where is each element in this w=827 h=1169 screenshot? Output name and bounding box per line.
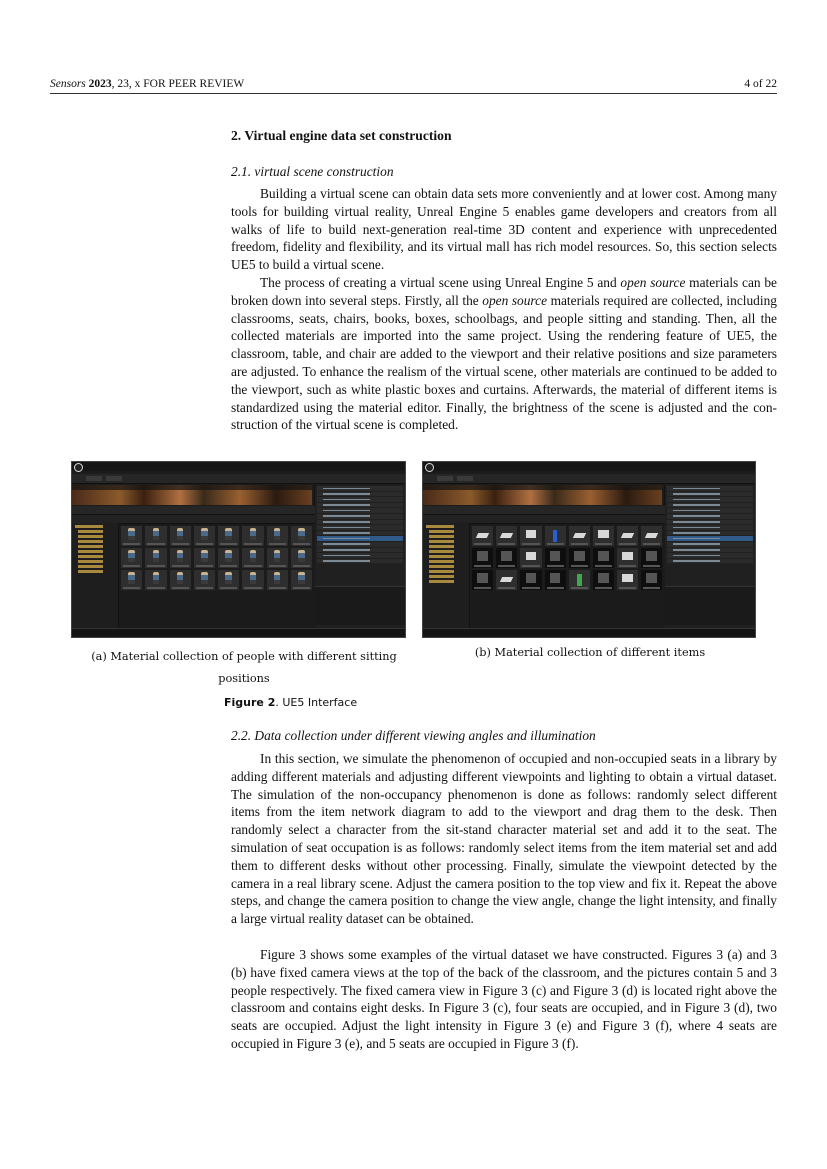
paragraph-2-2-a: In this section, we simulate the phenomenon of occupied and non-occupied seats in a library by adding different materials and adjusting different viewpoints and lighting to obtain a virtual dataset. The simulation of the non-occupancy phenomenon is done as follows: randomly select different items from the item network diagram to add to the viewport and drag them to the desk. Then randomly select a character from the sit-stand character material set and add it to the seat. The simulation of seat occupation is as follows: randomly select items from the item material set and add them to different desks without other processing. Finally, simulate the viewpoint detected by the camera in a real library scene. Adjust the camera position to the top view and fix it. Repeat the above steps, and change the camera position to change the view angle, change the light intensity, and finally a large virtual reality dataset can be obtained. [231, 751, 777, 927]
ue-menubar [72, 462, 405, 471]
section-title: 2. Virtual engine data set construction [231, 128, 452, 143]
paragraph-2-2-b: Figure 3 shows some examples of the virtual dataset we have constructed. Figures 3 (a) and 3 (b) have fixed camera views at the top of the back of the classroom, and the pictures contain 5 and 3 people respectively. The fixed camera view in Figure 3 (c) and Figure 3 (d) is located right above the classroom and contains eight desks. In Figure 3 (c), four seats are occupied, and in Figure 3 (d), two seats are occupied. Adjust the light intensity in Figure 3 (e) and Figure 3 (f), where 4 seats are occupied in Figure 3 (e), and 5 seats are occupied in Figure 3 (f). [231, 947, 777, 1051]
subsection-title-2-1: 2.1. virtual scene construction [231, 164, 394, 179]
page-header [50, 70, 777, 90]
journal-citation [50, 78, 244, 90]
ue-tab [437, 476, 453, 481]
text-run: The process of creating a virtual scene using Unreal Engine 5 and [260, 275, 621, 290]
ue-tab [106, 476, 122, 481]
paragraph-2-1-a: Building a virtual scene can obtain data sets more conveniently and at lower cost. Among many tools for building virtual reality, Unreal Engine 5 enables game developers and creators from all walks of life to build next-generation real-time 3D content and experience with unprecedented freedom, fidelity and flexibility, and its virtual mall has rich model resources. So, this section selects UE5 to build a virtual scene. [231, 186, 777, 273]
subsection-title-2-2: 2.2. Data collection under different viewing angles and illumination [231, 728, 596, 743]
ue-asset-grid [121, 526, 312, 626]
ue-viewport-bar [72, 485, 312, 490]
figure-2b-ue5-screenshot [422, 461, 756, 638]
unreal-logo-icon [74, 463, 83, 472]
figure-title [224, 696, 357, 709]
text-emphasis: open source [620, 275, 686, 290]
text-emphasis: open source [482, 292, 548, 308]
ue-folder-tree [72, 523, 119, 628]
ue-status-bar [72, 628, 405, 637]
ue-menubar [423, 462, 755, 471]
text-run: materials can be broken down into several steps. Firstly, all the [231, 275, 777, 308]
journal-name: Sensors [50, 78, 86, 90]
ue-toolbar [72, 474, 405, 484]
figure-label: Figure 2 [224, 696, 276, 709]
figure-2a-ue5-screenshot [71, 461, 406, 638]
ue-tab [86, 476, 102, 481]
journal-status: , 23, x FOR PEER REVIEW [111, 78, 245, 90]
ue-asset-grid [472, 526, 662, 626]
ue-toolbar [423, 474, 755, 484]
unreal-logo-icon [425, 463, 434, 472]
ue-viewport-bar [423, 485, 662, 490]
ue-tab [457, 476, 473, 481]
figure-caption-b: (b) Material collection of different items [474, 646, 706, 659]
ue-folder-tree [423, 523, 470, 628]
ue-status-bar [423, 628, 755, 637]
ue-content-browser [423, 506, 665, 628]
page-number: 4 of 22 [744, 78, 777, 90]
figure-title-text: . UE5 Interface [275, 696, 358, 709]
text-run: materials required are collected, including classrooms, seats, chairs, books, boxes, schoolbags, and people sitting and standing. Then, all the collected materials are imported into the same project. Using the rendering feature of UE5, the classroom, table, and chair are added to the viewport and their relative positions and size parameters are adjusted. To enhance the realism of the virtual scene, other materials are continued to be added to the viewport, such as white plastic boxes and curtains. Afterwards, the material of different items is standardized using the material editor. Finally, the brightness of the scene is adjusted and the construction of the virtual scene is completed. [231, 292, 777, 433]
paragraph-2-1-b [231, 274, 777, 434]
figure-caption-a: (a) Material collection of people with different sitting positions [91, 650, 397, 685]
ue-content-browser [72, 506, 315, 628]
header-rule [50, 93, 777, 94]
ue-outliner [314, 485, 405, 637]
journal-year: 2023 [88, 78, 112, 90]
ue-outliner [664, 485, 755, 637]
